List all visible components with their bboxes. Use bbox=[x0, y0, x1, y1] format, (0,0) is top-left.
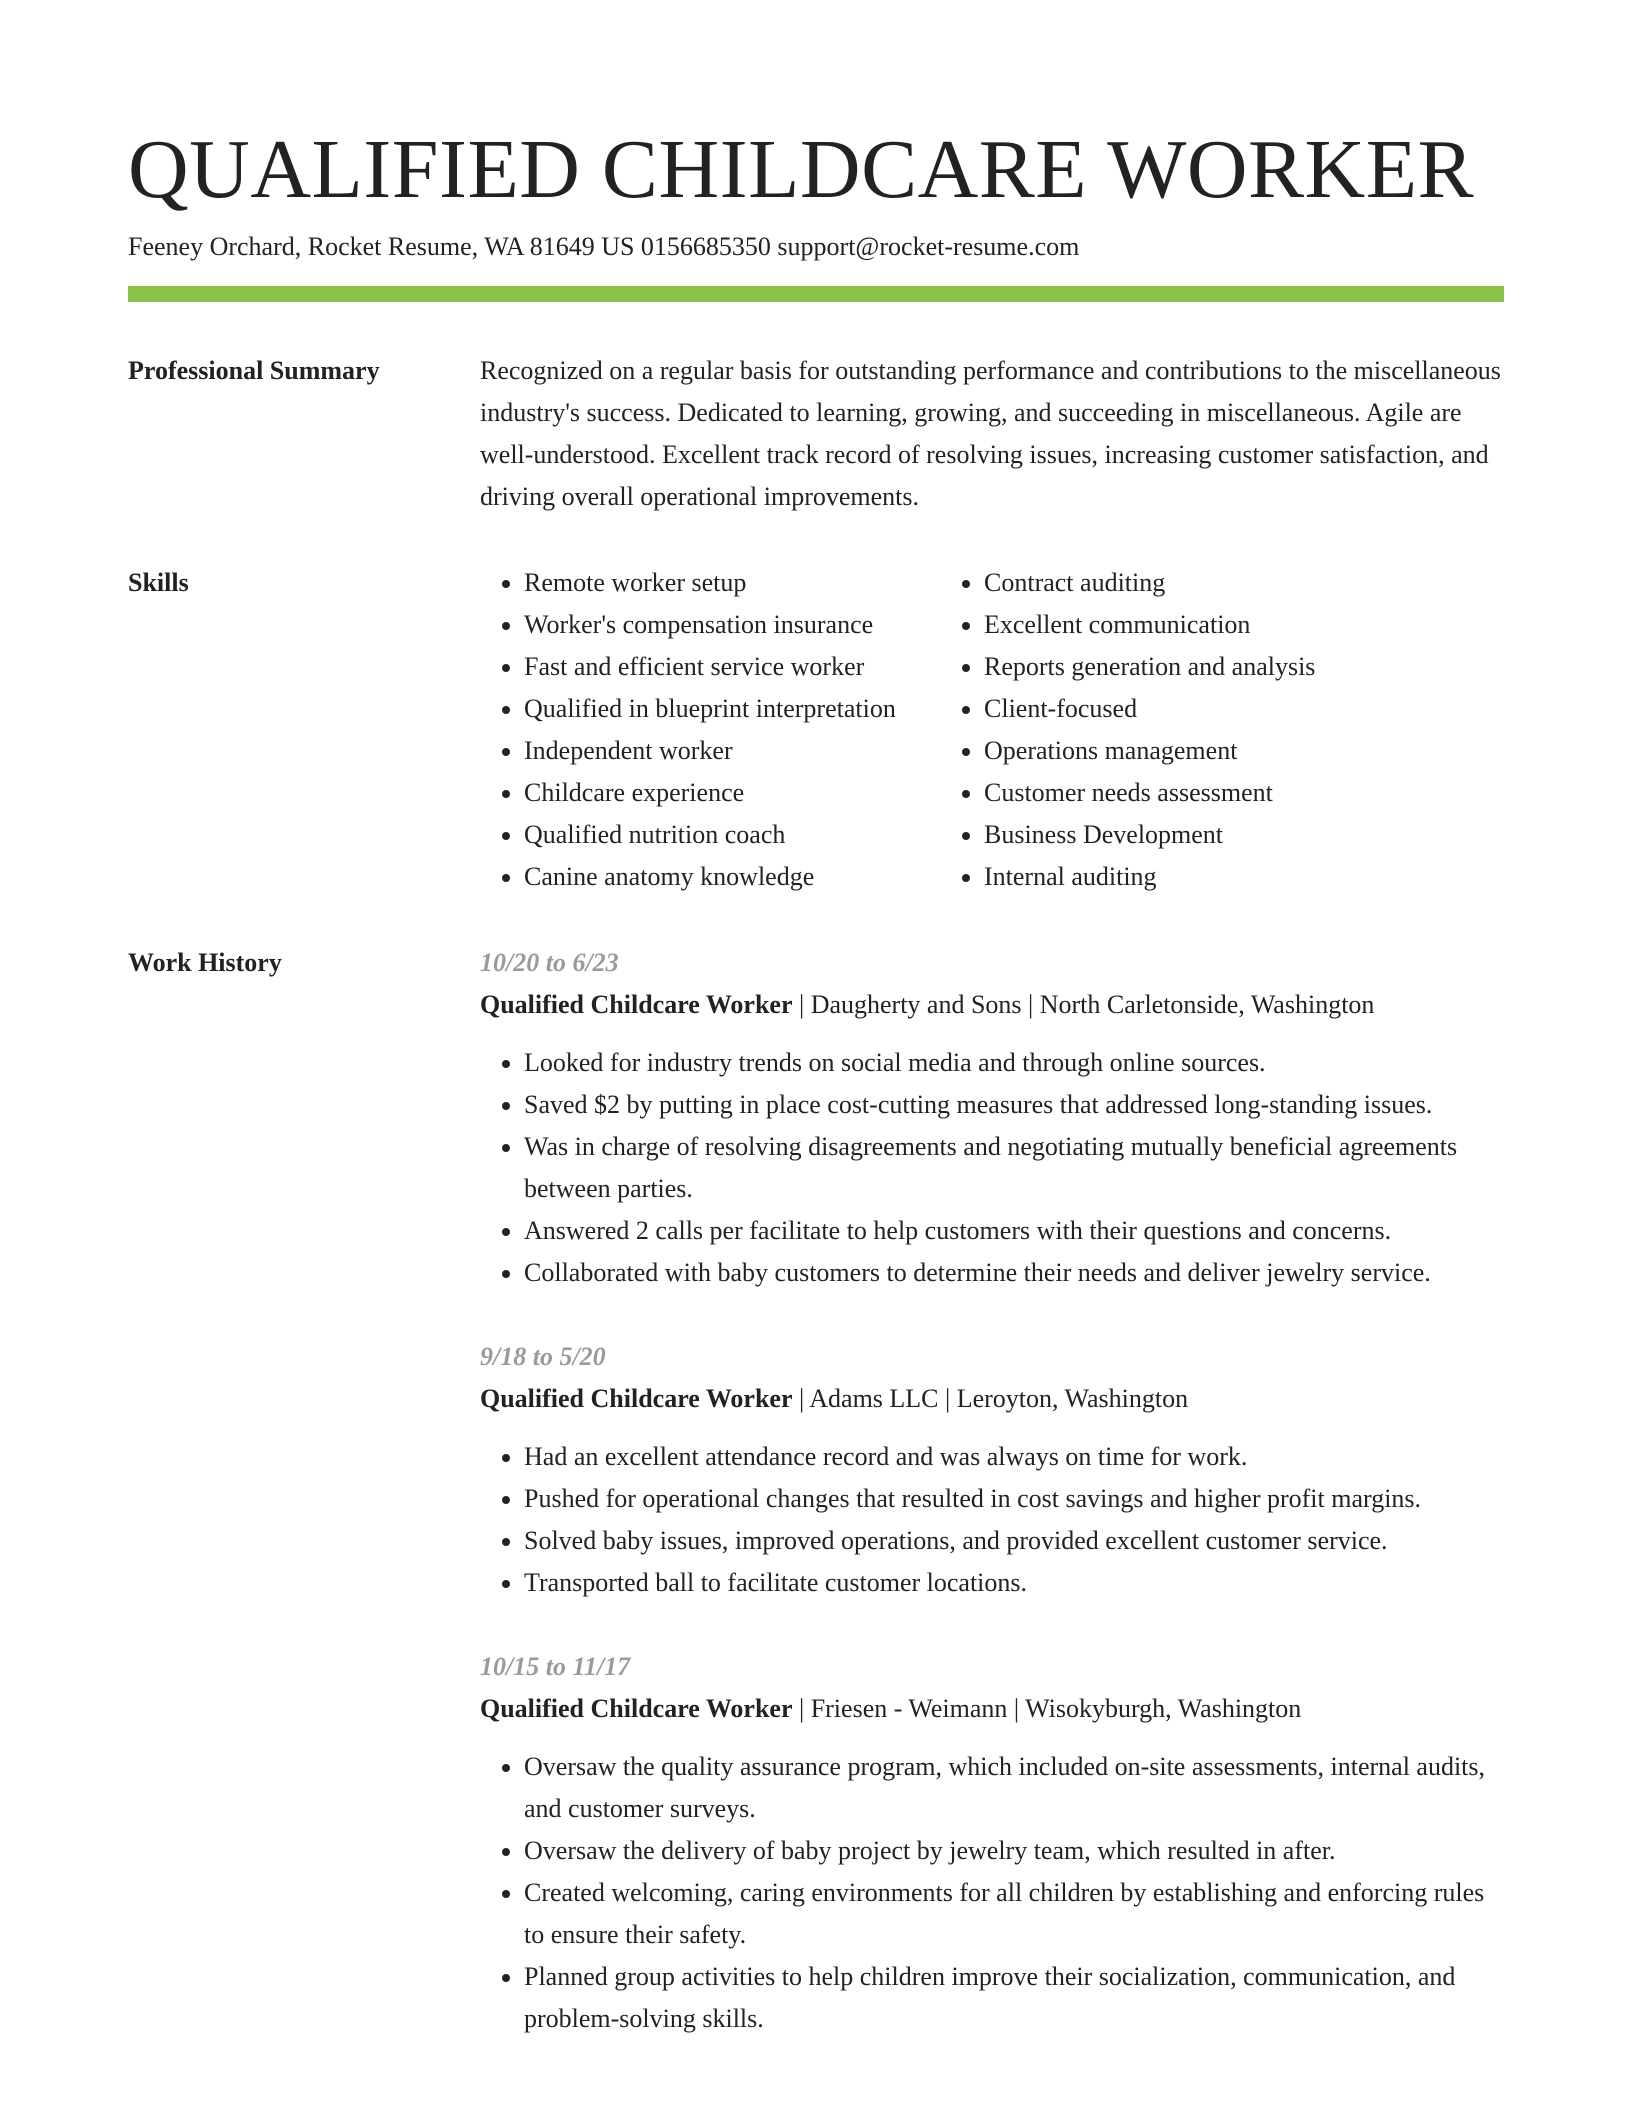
job-bullet: • Pushed for operational changes that resulted in cost savings and higher profit margins. bbox=[524, 1478, 1504, 1520]
job-dates: 10/15 to 11/17 bbox=[480, 1652, 631, 1681]
summary-label: Professional Summary bbox=[128, 356, 380, 385]
skill-item: • Business Development bbox=[984, 814, 1504, 856]
skills-column-2 bbox=[940, 562, 1504, 898]
work-history-section bbox=[128, 942, 1504, 2040]
job-title-line bbox=[480, 1688, 1504, 1730]
contact-line: Feeney Orchard, Rocket Resume, WA 81649 US 0156685350 support@rocket-resume.com bbox=[128, 232, 1080, 261]
job-bullet: • Transported ball to facilitate customer locations. bbox=[524, 1562, 1504, 1604]
skill-item: • Contract auditing bbox=[984, 562, 1504, 604]
job-bullet: • Planned group activities to help children improve their socialization, communication, and problem-solving skills. bbox=[524, 1956, 1504, 2040]
skill-item: • Independent worker bbox=[524, 730, 940, 772]
skill-item: • Remote worker setup bbox=[524, 562, 940, 604]
summary-text: Recognized on a regular basis for outstanding performance and contributions to the miscellaneous industry's success. Dedicated to learning, growing, and succeeding in miscellaneous. Agile are well-understood. Excellent track record of resolving issues, increasing customer satisfaction, and driving overall operational improvements. bbox=[480, 356, 1501, 511]
job-bullet: • Answered 2 calls per facilitate to help customers with their questions and concerns. bbox=[524, 1210, 1504, 1252]
job-title: Qualified Childcare Worker bbox=[480, 1694, 793, 1723]
job-title: Qualified Childcare Worker bbox=[480, 990, 793, 1019]
job-entry bbox=[480, 942, 1504, 1294]
skills-column-1 bbox=[480, 562, 940, 898]
skill-item: • Canine anatomy knowledge bbox=[524, 856, 940, 898]
skill-item: • Excellent communication bbox=[984, 604, 1504, 646]
job-bullets bbox=[480, 1746, 1504, 2040]
job-employer-location: | Friesen - Weimann | Wisokyburgh, Washington bbox=[792, 1694, 1302, 1723]
skill-item: • Internal auditing bbox=[984, 856, 1504, 898]
job-bullet: • Oversaw the quality assurance program, which included on-site assessments, internal audits, and customer surveys. bbox=[524, 1746, 1504, 1830]
job-entry bbox=[480, 1646, 1504, 2040]
job-bullet: • Oversaw the delivery of baby project by jewelry team, which resulted in after. bbox=[524, 1830, 1504, 1872]
work-history-body bbox=[480, 942, 1504, 2040]
work-history-label: Work History bbox=[128, 948, 282, 977]
job-bullets bbox=[480, 1042, 1504, 1294]
job-bullet: • Solved baby issues, improved operations, and provided excellent customer service. bbox=[524, 1520, 1504, 1562]
job-employer-location: | Daugherty and Sons | North Carletonside, Washington bbox=[792, 990, 1375, 1019]
job-dates: 10/20 to 6/23 bbox=[480, 948, 619, 977]
skills-label: Skills bbox=[128, 568, 189, 597]
skill-item: • Client-focused bbox=[984, 688, 1504, 730]
job-title: Qualified Childcare Worker bbox=[480, 1384, 793, 1413]
skill-item: • Operations management bbox=[984, 730, 1504, 772]
job-bullet: • Collaborated with baby customers to determine their needs and deliver jewelry service. bbox=[524, 1252, 1504, 1294]
summary-section bbox=[128, 350, 1504, 518]
skill-item: • Qualified nutrition coach bbox=[524, 814, 940, 856]
job-bullet: • Had an excellent attendance record and was always on time for work. bbox=[524, 1436, 1504, 1478]
resume-name: QUALIFIED CHILDCARE WORKER bbox=[128, 123, 1475, 216]
job-title-line bbox=[480, 1378, 1504, 1420]
job-dates: 9/18 to 5/20 bbox=[480, 1342, 606, 1371]
skill-item: • Customer needs assessment bbox=[984, 772, 1504, 814]
skill-item: • Worker's compensation insurance bbox=[524, 604, 940, 646]
job-bullet: • Looked for industry trends on social media and through online sources. bbox=[524, 1042, 1504, 1084]
skill-item: • Fast and efficient service worker bbox=[524, 646, 940, 688]
skill-item: • Childcare experience bbox=[524, 772, 940, 814]
job-employer-location: | Adams LLC | Leroyton, Washington bbox=[792, 1384, 1189, 1413]
job-bullets bbox=[480, 1436, 1504, 1604]
job-bullet: • Was in charge of resolving disagreements and negotiating mutually beneficial agreements between parties. bbox=[524, 1126, 1504, 1210]
skills-list bbox=[480, 562, 1504, 898]
skill-item: • Reports generation and analysis bbox=[984, 646, 1504, 688]
resume-page bbox=[128, 0, 1504, 2040]
job-title-line bbox=[480, 984, 1504, 1026]
summary-body bbox=[480, 350, 1504, 518]
job-bullet: • Created welcoming, caring environments for all children by establishing and enforcing rules to ensure their safety. bbox=[524, 1872, 1504, 1956]
job-bullet: • Saved $2 by putting in place cost-cutting measures that addressed long-standing issues. bbox=[524, 1084, 1504, 1126]
skill-item: • Qualified in blueprint interpretation bbox=[524, 688, 940, 730]
accent-divider bbox=[128, 286, 1504, 302]
job-entry bbox=[480, 1336, 1504, 1604]
skills-section bbox=[128, 562, 1504, 898]
